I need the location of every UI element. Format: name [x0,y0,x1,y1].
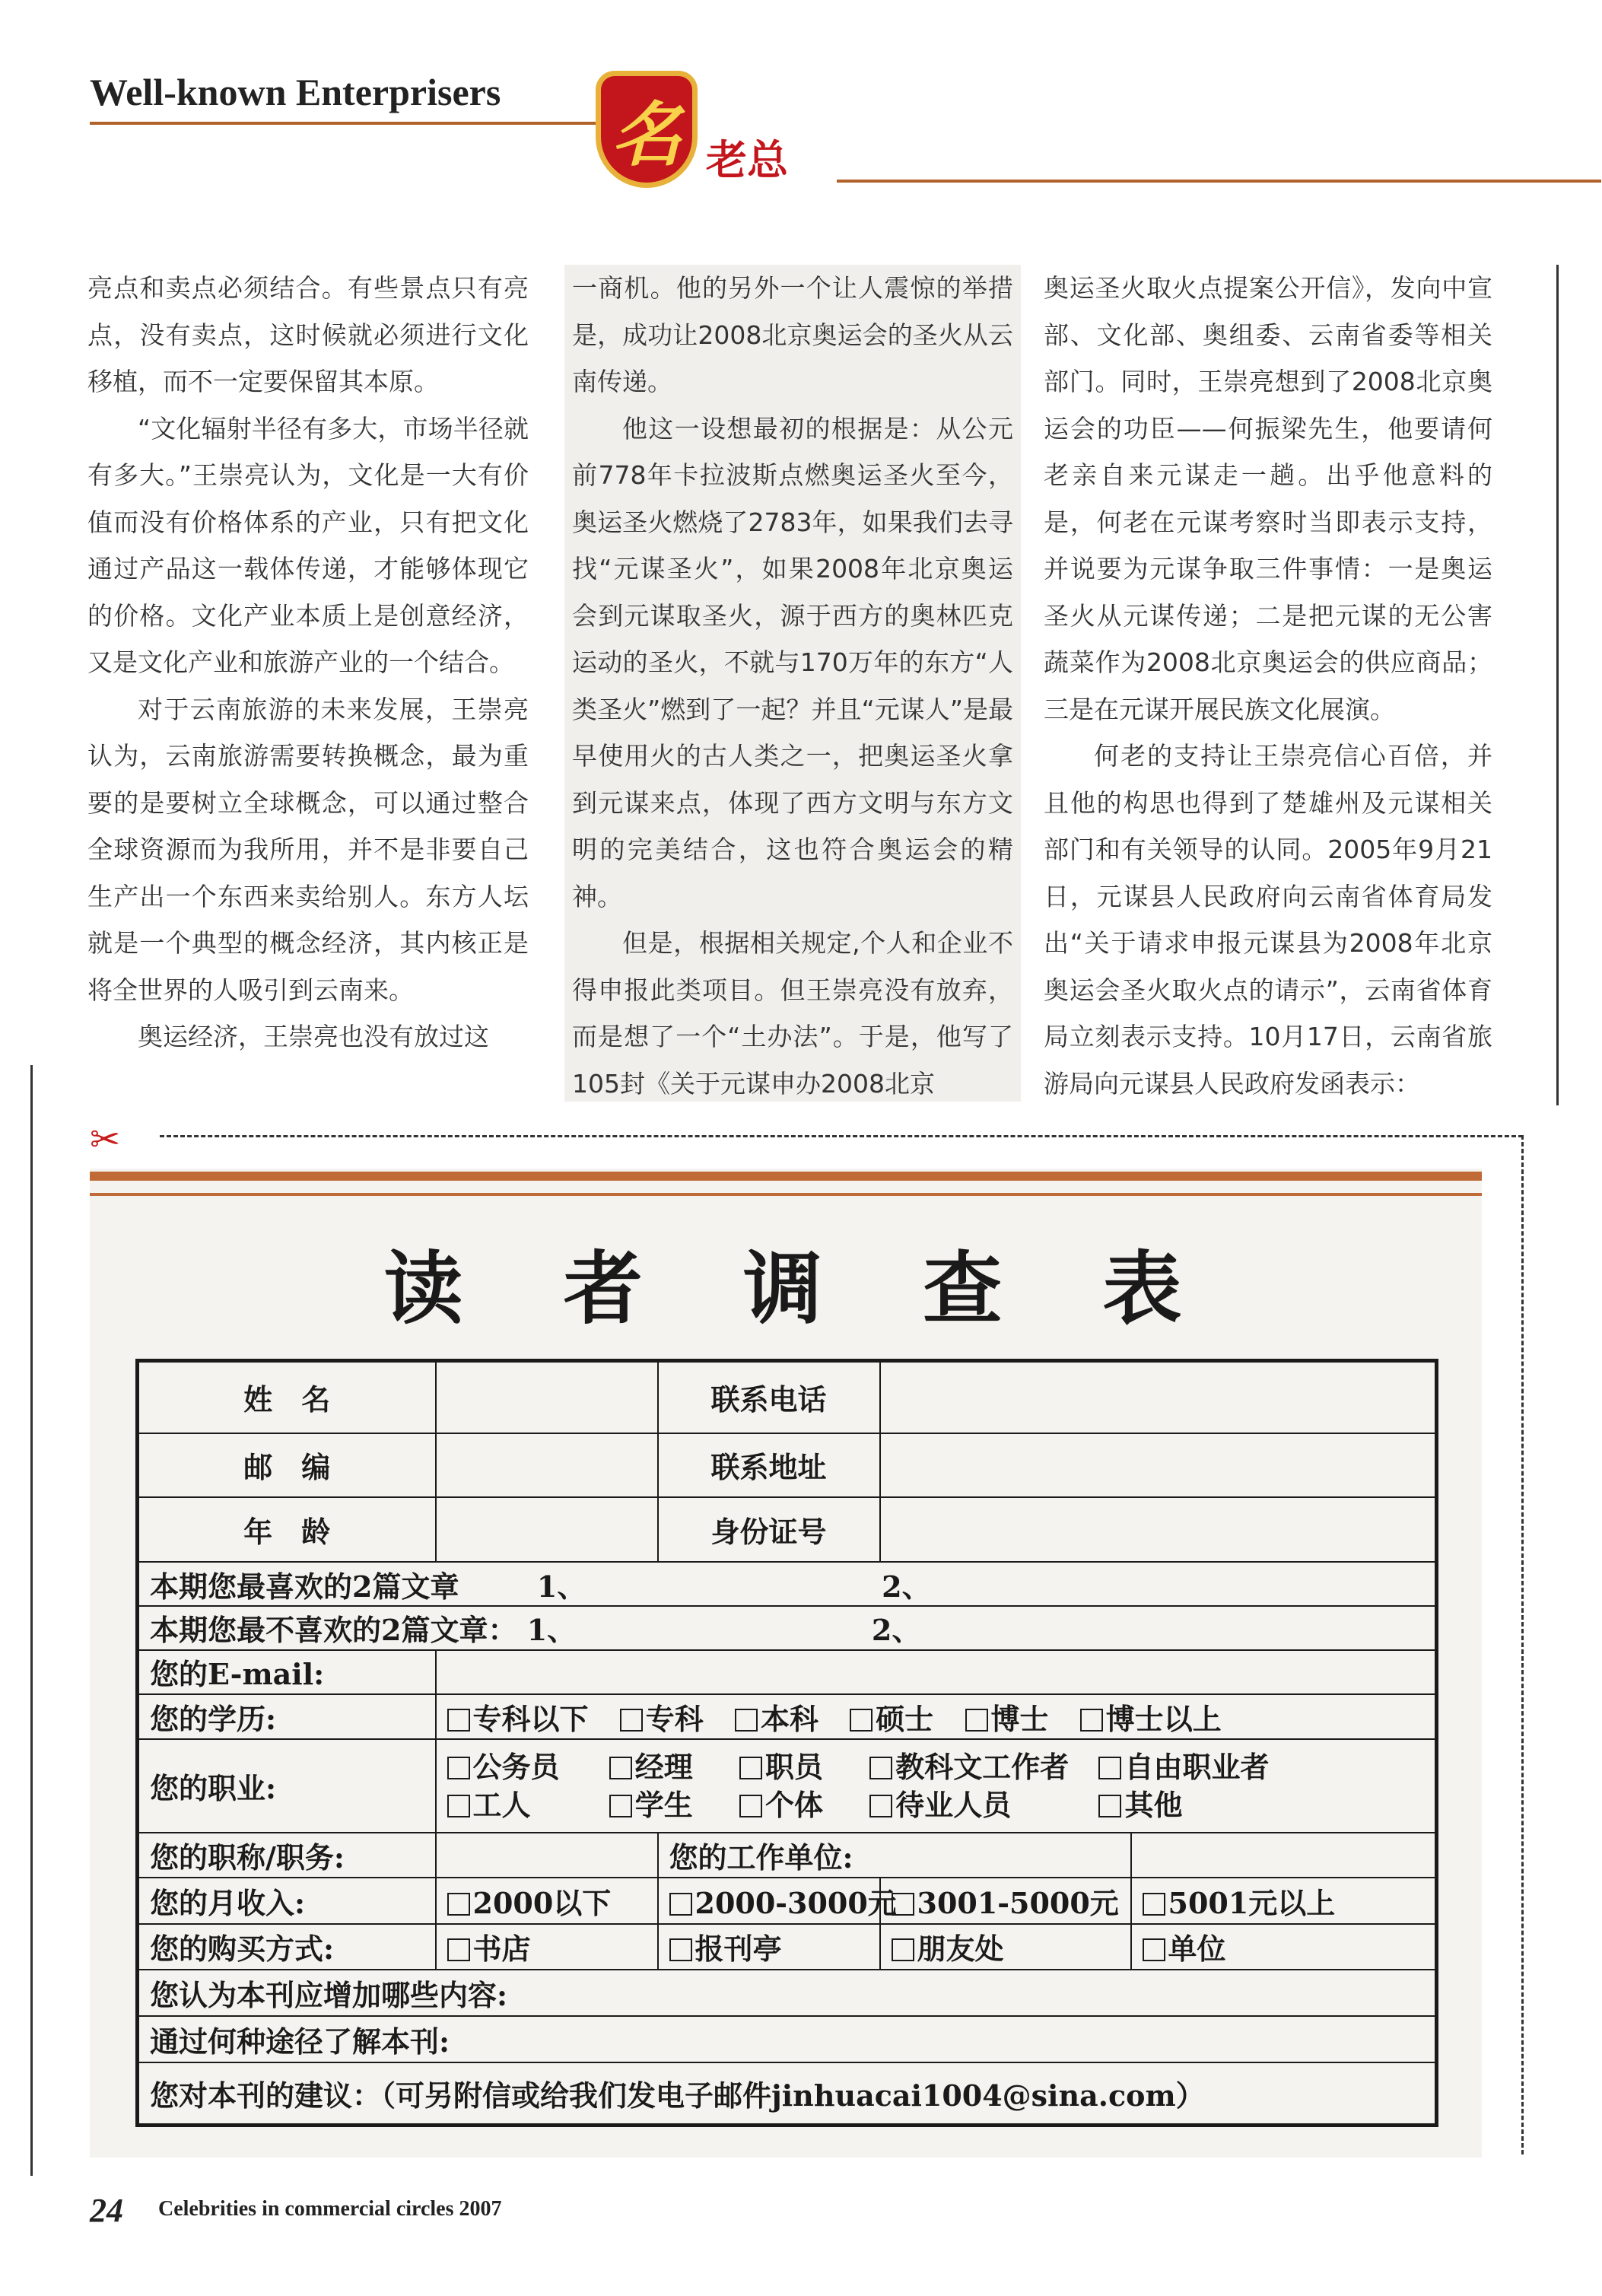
id-field[interactable] [880,1497,1437,1562]
checkbox-icon[interactable] [1098,1757,1121,1779]
channel-row[interactable] [138,2016,1437,2062]
least-item-1: 1、 [526,1613,577,1648]
favorite-item-1: 1、 [536,1569,586,1604]
survey-top-rule [90,1193,1482,1196]
article-paragraph: 他这一设想最初的根据是：从公元前778年卡拉波斯点燃奥运圣火至今，奥运圣火燃烧了2783年，如果我们去寻找“元谋圣火”，如果2008年北京奥运会到元谋取圣火，源于西方的奥林匹克运动的圣火，不就与170万年的东方“人类圣火”燃到了一起？并且“元谋人”是最早使用火的古人类之一，把奥运圣火拿到元谋来点，体现了西方文明与东方文明的完美结合，这也符合奥运会的精神。 [572,413,1013,911]
phone-label: 联系电话 [658,1361,880,1433]
phone-field[interactable] [880,1361,1437,1433]
article-column-1 [87,265,529,1102]
job-title-label: 您的职称/职务: [138,1833,436,1878]
article-paragraph: 何老的支持让王崇亮信心百倍，并且他的构思也得到了楚雄州及元谋相关部门和有关领导的认同。2005年9月21日，元谋县人民政府向云南省体育局发出“关于请求申报元谋县为2008年北京奥运会圣火取火点的请示”，云南省体育局立刻表示支持。10月17日，云南省旅游局向元谋县人民政府发函表示： [1044,741,1492,1099]
job-option[interactable]: 学生 [609,1786,708,1824]
checkbox-icon[interactable] [669,1893,692,1916]
edu-option[interactable]: 博士 [965,1696,1049,1738]
job-option[interactable]: 待业人员 [869,1786,1067,1824]
checkbox-icon[interactable] [739,1795,762,1817]
postcode-field[interactable] [436,1433,658,1498]
edu-option[interactable]: 博士以上 [1080,1696,1222,1738]
checkbox-icon[interactable] [669,1938,692,1961]
checkbox-icon[interactable] [965,1709,988,1732]
edu-option[interactable]: 本科 [735,1696,818,1738]
checkbox-icon[interactable] [447,1938,470,1961]
least-favorite-articles-row[interactable] [138,1606,1437,1650]
purchase-label: 您的购买方式: [138,1924,436,1970]
checkbox-icon[interactable] [892,1893,914,1916]
cut-line [160,1135,1523,1137]
right-margin-rule [1556,265,1559,1105]
job-option[interactable]: 个体 [739,1786,838,1824]
checkbox-icon[interactable] [1143,1938,1165,1961]
age-label: 年 龄 [138,1497,436,1562]
checkbox-icon[interactable] [447,1795,470,1817]
checkbox-icon[interactable] [892,1938,914,1961]
checkbox-icon[interactable] [850,1709,873,1732]
checkbox-icon[interactable] [869,1757,892,1779]
least-item-2: 2、 [871,1613,921,1648]
checkbox-icon[interactable] [609,1795,632,1817]
purchase-option[interactable]: 报刊亭 [658,1924,880,1970]
edu-option[interactable]: 硕士 [850,1696,933,1738]
footer-text: Celebrities in commercial circles 2007 [158,2197,502,2221]
purchase-option[interactable]: 朋友处 [880,1924,1131,1970]
article-paragraph: 奥运圣火取火点提案公开信》，发向中宣部、文化部、奥组委、云南省委等相关部门。同时，王崇亮想到了2008北京奥运会的功臣——何振梁先生，他要请何老亲自来元谋走一趟。出乎他意料的是，何老在元谋考察时当即表示支持，并说要为元谋争取三件事情：一是奥运圣火从元谋传递；二是把元谋的无公害蔬菜作为2008北京奥运会的供应商品；三是在元谋开展民族文化展演。 [1044,273,1492,724]
income-label: 您的月收入: [138,1878,436,1924]
article-column-2 [564,265,1021,1102]
email-field[interactable] [436,1650,1437,1695]
edu-option[interactable]: 专科 [620,1696,704,1738]
suggestion-row[interactable] [138,2062,1437,2126]
job-option[interactable]: 公务员 [447,1748,578,1786]
channel-label: 通过何种途径了解本刊: [150,2024,450,2059]
checkbox-icon[interactable] [739,1757,762,1779]
survey-title: 读 者 调 查 表 [383,1242,1219,1335]
page-number: 24 [90,2192,123,2229]
address-field[interactable] [880,1433,1437,1498]
checkbox-icon[interactable] [447,1709,470,1732]
checkbox-icon[interactable] [735,1709,758,1732]
purchase-option[interactable]: 书店 [436,1924,658,1970]
workplace-field[interactable] [1131,1833,1437,1878]
email-label: 您的E-mail: [138,1650,436,1695]
job-option[interactable]: 职员 [739,1748,838,1786]
article-column-3 [1044,265,1492,1102]
header-title-en: Well-known Enterprisers [90,71,501,113]
job-option[interactable]: 工人 [447,1786,578,1824]
job-title-field[interactable] [436,1833,658,1878]
survey-table [135,1359,1438,2127]
article-paragraph: 但是，根据相关规定,个人和企业不得申报此类项目。但王崇亮没有放弃，而是想了一个“土办法”。于是，他写了105封《关于元谋申办2008北京 [572,928,1013,1099]
workplace-label: 您的工作单位: [658,1833,1131,1878]
add-content-row[interactable] [138,1970,1437,2016]
checkbox-icon[interactable] [447,1757,470,1779]
checkbox-icon[interactable] [447,1893,470,1916]
article-paragraph: 一商机。他的另外一个让人震惊的举措是，成功让2008北京奥运会的圣火从云南传递。 [572,273,1013,396]
checkbox-icon[interactable] [1143,1893,1165,1916]
edu-option[interactable]: 专科以下 [447,1696,589,1738]
job-option[interactable]: 自由职业者 [1098,1748,1269,1786]
checkbox-icon[interactable] [609,1757,632,1779]
article-paragraph: 亮点和卖点必须结合。有些景点只有亮点，没有卖点，这时候就必须进行文化移植，而不一定要保留其本原。 [87,273,529,396]
postcode-label: 邮 编 [138,1433,436,1498]
income-option[interactable]: 3001-5000元 [880,1878,1131,1924]
job-option[interactable]: 其他 [1098,1786,1182,1824]
article-paragraph: 对于云南旅游的未来发展，王崇亮认为，云南旅游需要转换概念，最为重要的是要树立全球概念，可以通过整合全球资源而为我所用，并不是非要自己生产出一个东西来卖给别人。东方人坛就是一个典型的概念经济，其内核正是将全世界的人吸引到云南来。 [87,694,529,1005]
education-options [436,1694,1437,1739]
article-paragraph: 奥运经济，王崇亮也没有放过这 [138,1022,489,1051]
article-paragraph: “文化辐射半径有多大，市场半径就有多大。”王崇亮认为，文化是一大有价值而没有价格体系的产业，只有把文化通过产品这一载体传递，才能够体现它的价格。文化产业本质上是创意经济，又是文化产业和旅游产业的一个结合。 [87,413,529,677]
purchase-option[interactable]: 单位 [1131,1924,1437,1970]
name-label: 姓 名 [138,1361,436,1433]
income-option[interactable]: 2000以下 [436,1878,658,1924]
checkbox-icon[interactable] [869,1795,892,1817]
checkbox-icon[interactable] [620,1709,643,1732]
scissors-icon: ✂ [90,1118,121,1161]
id-label: 身份证号 [658,1497,880,1562]
favorite-articles-label: 本期您最喜欢的2篇文章 [150,1569,459,1604]
checkbox-icon[interactable] [1080,1709,1103,1732]
name-field[interactable] [436,1361,658,1433]
least-favorite-label: 本期您最不喜欢的2篇文章： [150,1613,517,1648]
job-option[interactable]: 教科文工作者 [869,1748,1067,1786]
header-rule-right [837,180,1601,183]
ming-badge-icon: 名 [601,76,692,183]
favorite-item-2: 2、 [882,1569,931,1604]
education-label: 您的学历: [138,1694,436,1739]
checkbox-icon[interactable] [1098,1795,1121,1817]
occupation-options [436,1739,1437,1833]
age-field[interactable] [436,1497,658,1562]
survey-top-bar [90,1172,1482,1181]
occupation-label: 您的职业: [138,1739,436,1833]
income-option[interactable]: 2000-3000元 [658,1878,880,1924]
header-rule-left [90,122,599,125]
header-badge-text: 老总 [706,136,788,184]
suggestion-label: 您对本刊的建议：（可另附信或给我们发电子邮件jinhuacai1004@sina.com） [150,2078,1205,2113]
address-label: 联系地址 [658,1433,880,1498]
favorite-articles-row[interactable] [138,1562,1437,1606]
add-content-label: 您认为本刊应增加哪些内容: [150,1978,508,2013]
job-option[interactable]: 经理 [609,1748,708,1786]
income-option[interactable]: 5001元以上 [1131,1878,1437,1924]
